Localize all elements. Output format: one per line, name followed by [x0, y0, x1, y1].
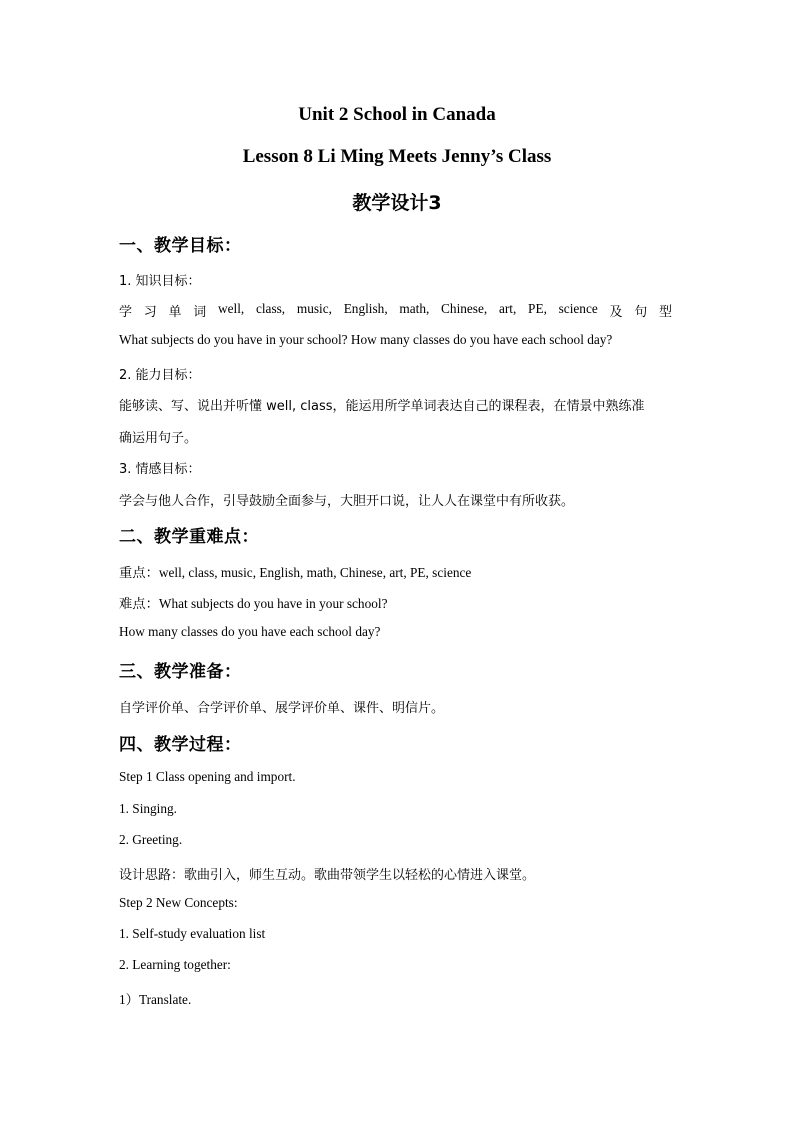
word: 习 [143, 305, 157, 320]
ability-objective-line1: 能够读、写、说出并听懂 well, class，能运用所学单词表达自己的课程表，在情景中熟练准 [119, 399, 645, 414]
word: 单 [168, 305, 182, 320]
unit-title: Unit 2 School in Canada [298, 104, 496, 125]
emotion-objective-label: 3. 情感目标： [119, 462, 201, 477]
step2-title: Step 2 New Concepts: [119, 895, 238, 910]
word: art, [498, 301, 517, 316]
word: class, [255, 301, 286, 316]
design-title: 教学设计3 [352, 192, 442, 214]
word: English, [343, 301, 388, 316]
ability-objective-line2: 确运用句子。 [119, 431, 198, 446]
word: science [558, 301, 598, 316]
lesson-title: Lesson 8 Li Ming Meets Jenny’s Class [242, 146, 552, 167]
section-objectives-heading: 一、教学目标： [119, 236, 242, 256]
word: well, [218, 301, 245, 316]
word: 及 [609, 305, 623, 320]
knowledge-words-line [119, 301, 672, 320]
word: 型 [658, 305, 672, 320]
preparation-materials: 自学评价单、合学评价单、展学评价单、课件、明信片。 [119, 701, 445, 716]
word: music, [296, 301, 332, 316]
word: 句 [634, 305, 648, 320]
word: PE, [528, 301, 547, 316]
word: Chinese, [441, 301, 488, 316]
step1-item-greeting: 2. Greeting. [119, 832, 183, 847]
word: 学 [119, 305, 133, 320]
word: math, [399, 301, 430, 316]
step1-title: Step 1 Class opening and import. [119, 769, 296, 784]
step2-item-self-study: 1. Self-study evaluation list [119, 926, 266, 941]
knowledge-objective-label: 1. 知识目标： [119, 274, 201, 289]
step1-item-singing: 1. Singing. [119, 801, 177, 816]
difficult-points-2: How many classes do you have each school day? [119, 624, 381, 639]
word: 词 [193, 305, 207, 320]
key-points: 重点：well, class, music, English, math, Chinese, art, PE, science [119, 565, 472, 580]
ability-objective-label: 2. 能力目标： [119, 368, 201, 383]
knowledge-sentences: What subjects do you have in your school? How many classes do you have each school day? [119, 332, 613, 347]
section-process-heading: 四、教学过程： [119, 735, 242, 755]
section-key-points-heading: 二、教学重难点： [119, 527, 259, 547]
step1-design-note: 设计思路：歌曲引入，师生互动。歌曲带领学生以轻松的心情进入课堂。 [119, 868, 536, 883]
step2-item-learning-together: 2. Learning together: [119, 957, 231, 972]
difficult-points: 难点：What subjects do you have in your school? [119, 596, 388, 611]
step2-item-translate: 1）Translate. [119, 992, 192, 1007]
section-preparation-heading: 三、教学准备： [119, 662, 242, 682]
emotion-objective-text: 学会与他人合作，引导鼓励全面参与，大胆开口说，让人人在课堂中有所收获。 [119, 494, 575, 509]
